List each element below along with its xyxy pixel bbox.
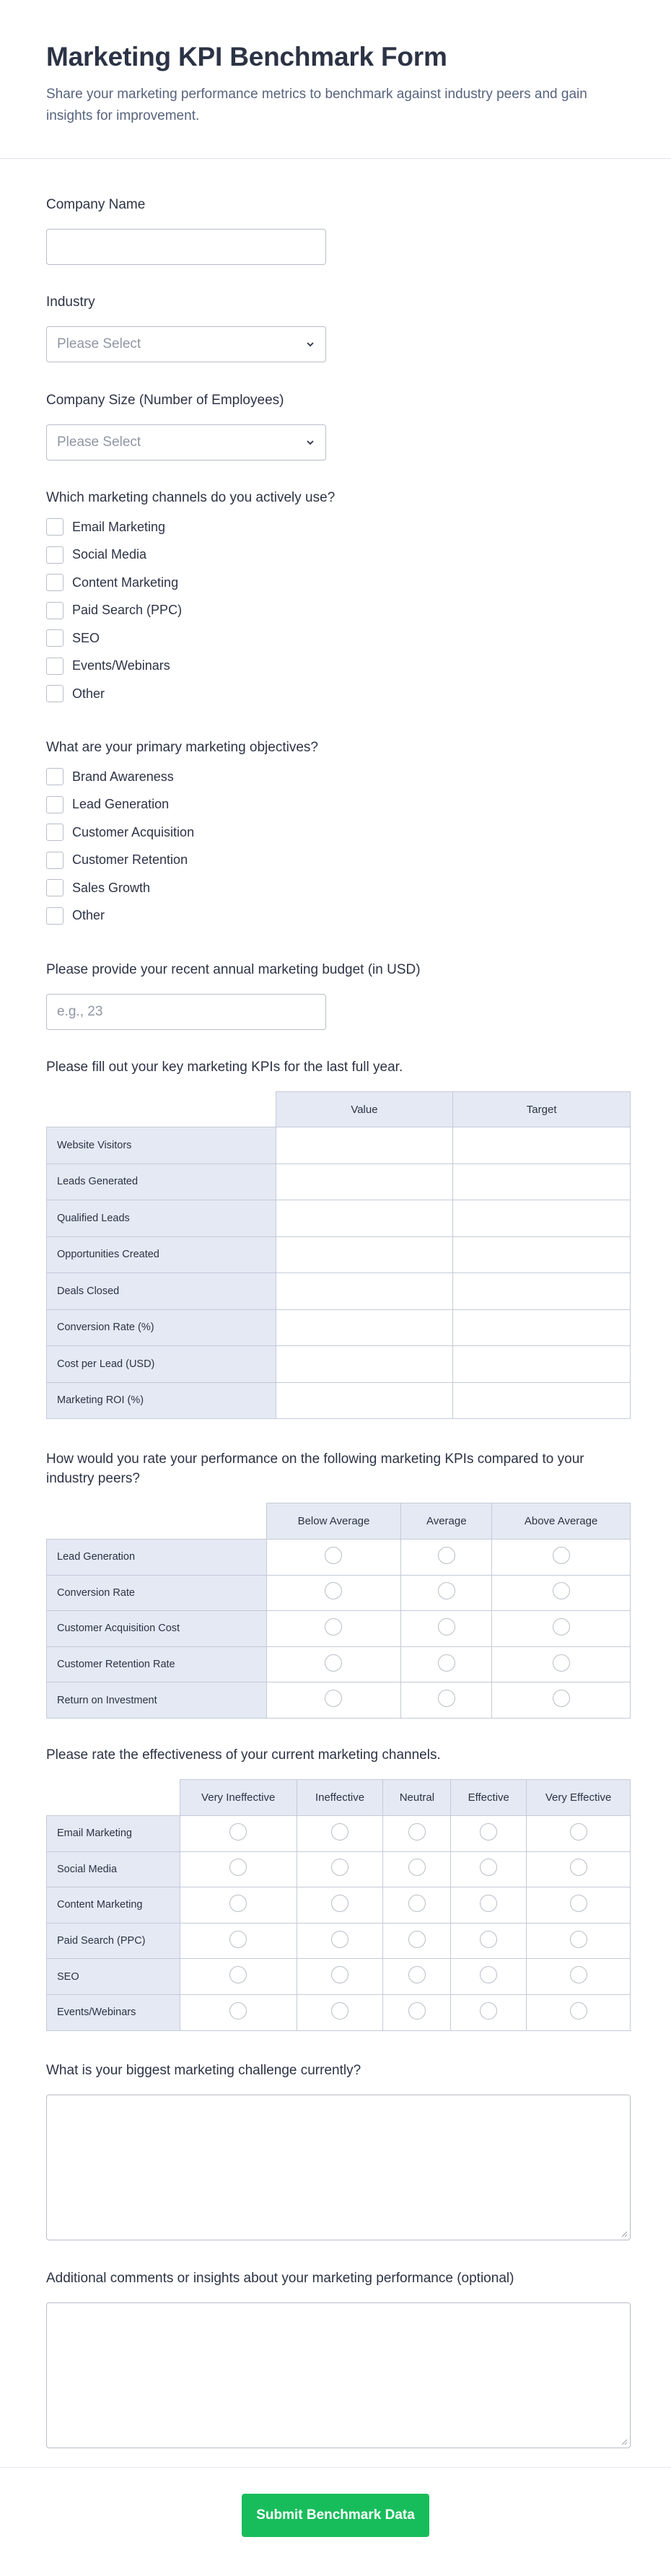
radio-cell xyxy=(527,1959,631,1995)
kpi-target-input[interactable] xyxy=(453,1200,631,1237)
kpi-target-input[interactable] xyxy=(453,1236,631,1273)
radio-button[interactable] xyxy=(480,2002,497,2020)
industry-select-value: Please Select xyxy=(57,336,141,352)
radio-cell xyxy=(266,1646,401,1682)
radio-cell xyxy=(297,1923,383,1959)
radio-button[interactable] xyxy=(480,1895,497,1912)
radio-button[interactable] xyxy=(480,1931,497,1948)
radio-button[interactable] xyxy=(553,1690,570,1707)
checkbox[interactable] xyxy=(46,518,63,536)
checkbox-option[interactable] xyxy=(46,874,318,902)
radio-cell xyxy=(383,1851,451,1887)
company-size-select[interactable] xyxy=(46,424,326,460)
channels-checklist xyxy=(46,513,335,708)
radio-button[interactable] xyxy=(325,1654,342,1672)
row-header: Cost per Lead (USD) xyxy=(47,1346,276,1383)
column-header: Average xyxy=(401,1503,492,1540)
checkbox[interactable] xyxy=(46,852,63,869)
kpi-target-input[interactable] xyxy=(453,1273,631,1310)
kpis-table xyxy=(46,1091,631,1419)
budget-input[interactable]: e.g., 23 xyxy=(46,994,326,1030)
effectiveness-question xyxy=(46,1745,631,2031)
radio-button[interactable] xyxy=(553,1582,570,1599)
radio-cell xyxy=(401,1646,492,1682)
column-header: Target xyxy=(453,1092,631,1127)
radio-button[interactable] xyxy=(408,1859,426,1876)
checkbox[interactable] xyxy=(46,907,63,925)
radio-cell xyxy=(492,1611,631,1647)
radio-button[interactable] xyxy=(438,1582,455,1599)
radio-button[interactable] xyxy=(325,1582,342,1599)
radio-button[interactable] xyxy=(553,1654,570,1672)
form-description: Share your marketing performance metrics to benchmark against industry peers and gain insights for improvement. xyxy=(46,87,587,123)
comments-label: Additional comments or insights about your marketing performance (optional) xyxy=(46,2271,514,2286)
option-label: Other xyxy=(72,686,105,701)
kpi-value-input[interactable] xyxy=(276,1382,453,1419)
kpi-value-input[interactable] xyxy=(276,1273,453,1310)
kpi-target-input[interactable] xyxy=(453,1346,631,1383)
radio-button[interactable] xyxy=(438,1690,455,1707)
radio-cell xyxy=(180,1923,297,1959)
checkbox-option[interactable] xyxy=(46,569,335,597)
checkbox-option[interactable] xyxy=(46,902,318,930)
company-size-label: Company Size (Number of Employees) xyxy=(46,393,284,408)
radio-cell xyxy=(451,1923,527,1959)
option-label: Paid Search (PPC) xyxy=(72,603,183,618)
radio-cell xyxy=(492,1575,631,1611)
peer-rating-question xyxy=(46,1449,631,1719)
radio-button[interactable] xyxy=(570,1966,587,1983)
row-header: Conversion Rate (%) xyxy=(47,1309,276,1346)
checkbox[interactable] xyxy=(46,768,63,785)
objectives-label: What are your primary marketing objectives? xyxy=(46,740,318,755)
radio-button[interactable] xyxy=(553,1547,570,1564)
radio-button[interactable] xyxy=(229,1966,247,1983)
row-header: Leads Generated xyxy=(47,1163,276,1200)
radio-button[interactable] xyxy=(570,1859,587,1876)
row-header: Content Marketing xyxy=(47,1887,180,1924)
form-title: Marketing KPI Benchmark Form xyxy=(46,42,447,71)
radio-button[interactable] xyxy=(408,1931,426,1948)
kpi-target-input[interactable] xyxy=(453,1127,631,1164)
radio-cell xyxy=(527,1994,631,2030)
row-header: Return on Investment xyxy=(47,1682,267,1719)
radio-button[interactable] xyxy=(480,1966,497,1983)
peer-rating-table xyxy=(46,1503,631,1719)
radio-cell xyxy=(180,1959,297,1995)
row-header: Customer Acquisition Cost xyxy=(47,1611,267,1647)
checkbox[interactable] xyxy=(46,824,63,841)
radio-cell xyxy=(451,1994,527,2030)
company-name-question xyxy=(46,195,326,265)
radio-cell xyxy=(297,1851,383,1887)
radio-cell xyxy=(401,1540,492,1576)
radio-cell xyxy=(527,1923,631,1959)
chevron-down-icon xyxy=(305,339,315,349)
kpi-value-input[interactable] xyxy=(276,1163,453,1200)
radio-cell xyxy=(266,1575,401,1611)
radio-button[interactable] xyxy=(229,2002,247,2020)
radio-cell xyxy=(383,1994,451,2030)
row-header: Social Media xyxy=(47,1851,180,1887)
radio-button[interactable] xyxy=(331,2002,348,2020)
challenge-label: What is your biggest marketing challenge currently? xyxy=(46,2063,361,2078)
radio-button[interactable] xyxy=(570,1823,587,1841)
industry-question xyxy=(46,292,326,362)
objectives-checklist xyxy=(46,763,318,930)
comments-textarea[interactable] xyxy=(46,2302,631,2448)
kpi-value-input[interactable] xyxy=(276,1309,453,1346)
radio-button[interactable] xyxy=(438,1547,455,1564)
table-corner xyxy=(47,1780,180,1816)
radio-button[interactable] xyxy=(325,1690,342,1707)
budget-label: Please provide your recent annual marketing budget (in USD) xyxy=(46,962,421,977)
checkbox[interactable] xyxy=(46,879,63,896)
radio-button[interactable] xyxy=(229,1859,247,1876)
industry-label: Industry xyxy=(46,294,95,310)
radio-cell xyxy=(383,1923,451,1959)
radio-button[interactable] xyxy=(229,1823,247,1841)
table-corner xyxy=(47,1092,276,1127)
challenge-textarea[interactable] xyxy=(46,2095,631,2240)
radio-cell xyxy=(297,1816,383,1852)
radio-cell xyxy=(451,1851,527,1887)
row-header: Customer Retention Rate xyxy=(47,1646,267,1682)
radio-cell xyxy=(451,1887,527,1924)
radio-cell xyxy=(401,1575,492,1611)
checkbox[interactable] xyxy=(46,658,63,675)
kpis-question xyxy=(46,1057,631,1419)
row-header: Email Marketing xyxy=(47,1816,180,1852)
radio-button[interactable] xyxy=(553,1618,570,1636)
radio-button[interactable] xyxy=(325,1547,342,1564)
option-label: Social Media xyxy=(72,547,147,562)
column-header: Effective xyxy=(451,1780,527,1816)
radio-button[interactable] xyxy=(229,1931,247,1948)
peer-rating-label: How would you rate your performance on the following marketing KPIs compared to your industry peers? xyxy=(46,1451,584,1486)
radio-button[interactable] xyxy=(408,1895,426,1912)
kpi-target-input[interactable] xyxy=(453,1163,631,1200)
column-header: Ineffective xyxy=(297,1780,383,1816)
radio-button[interactable] xyxy=(408,1966,426,1983)
radio-button[interactable] xyxy=(438,1618,455,1636)
resize-handle-icon[interactable] xyxy=(620,2230,628,2237)
option-label: Content Marketing xyxy=(72,575,179,590)
radio-cell xyxy=(383,1959,451,1995)
radio-button[interactable] xyxy=(331,1966,348,1983)
option-label: Customer Acquisition xyxy=(72,824,195,839)
radio-button[interactable] xyxy=(480,1859,497,1876)
industry-select[interactable] xyxy=(46,326,326,362)
effectiveness-table xyxy=(46,1779,631,2031)
submit-button[interactable]: Submit Benchmark Data xyxy=(242,2494,429,2537)
checkbox-option[interactable] xyxy=(46,652,335,681)
radio-cell xyxy=(451,1959,527,1995)
kpi-value-input[interactable] xyxy=(276,1127,453,1164)
checkbox[interactable] xyxy=(46,629,63,647)
row-header: Qualified Leads xyxy=(47,1200,276,1237)
radio-cell xyxy=(297,1959,383,1995)
challenge-question xyxy=(46,2061,631,2240)
radio-cell xyxy=(180,1887,297,1924)
resize-handle-icon[interactable] xyxy=(620,2438,628,2445)
radio-button[interactable] xyxy=(229,1895,247,1912)
checkbox-option[interactable] xyxy=(46,513,335,541)
row-header: Website Visitors xyxy=(47,1127,276,1164)
row-header: Paid Search (PPC) xyxy=(47,1923,180,1959)
channels-question xyxy=(46,488,335,708)
option-label: SEO xyxy=(72,630,100,645)
radio-cell xyxy=(180,1994,297,2030)
radio-cell xyxy=(451,1816,527,1852)
kpis-label: Please fill out your key marketing KPIs for the last full year. xyxy=(46,1060,403,1075)
radio-cell xyxy=(266,1540,401,1576)
checkbox-option[interactable] xyxy=(46,624,335,652)
option-label: Other xyxy=(72,908,105,923)
radio-button[interactable] xyxy=(331,1895,348,1912)
radio-button[interactable] xyxy=(480,1823,497,1841)
radio-cell xyxy=(527,1816,631,1852)
table-corner xyxy=(47,1503,267,1540)
radio-cell xyxy=(180,1851,297,1887)
radio-cell xyxy=(492,1540,631,1576)
column-header: Below Average xyxy=(266,1503,401,1540)
checkbox[interactable] xyxy=(46,796,63,813)
column-header: Neutral xyxy=(383,1780,451,1816)
checkbox-option[interactable] xyxy=(46,847,318,875)
checkbox[interactable] xyxy=(46,685,63,702)
kpi-target-input[interactable] xyxy=(453,1309,631,1346)
checkbox-option[interactable] xyxy=(46,680,335,708)
radio-cell xyxy=(180,1816,297,1852)
radio-cell xyxy=(492,1646,631,1682)
checkbox-option[interactable] xyxy=(46,818,318,847)
radio-button[interactable] xyxy=(331,1931,348,1948)
row-header: Opportunities Created xyxy=(47,1236,276,1273)
form-footer xyxy=(0,2467,671,2576)
radio-button[interactable] xyxy=(570,1931,587,1948)
checkbox[interactable] xyxy=(46,546,63,564)
radio-cell xyxy=(401,1611,492,1647)
option-label: Lead Generation xyxy=(72,797,170,812)
row-header: Events/Webinars xyxy=(47,1994,180,2030)
radio-cell xyxy=(266,1611,401,1647)
row-header: Conversion Rate xyxy=(47,1575,267,1611)
option-label: Events/Webinars xyxy=(72,658,170,673)
column-header: Value xyxy=(276,1092,453,1127)
kpi-value-input[interactable] xyxy=(276,1346,453,1383)
row-header: SEO xyxy=(47,1959,180,1995)
budget-question xyxy=(46,960,421,1030)
radio-cell xyxy=(527,1887,631,1924)
column-header: Very Effective xyxy=(527,1780,631,1816)
effectiveness-label: Please rate the effectiveness of your current marketing channels. xyxy=(46,1747,441,1763)
column-header: Very Ineffective xyxy=(180,1780,297,1816)
company-name-label: Company Name xyxy=(46,197,146,212)
checkbox-option[interactable] xyxy=(46,763,318,791)
option-label: Sales Growth xyxy=(72,880,151,895)
chevron-down-icon xyxy=(305,437,315,447)
company-size-question xyxy=(46,390,326,460)
radio-button[interactable] xyxy=(408,1823,426,1841)
radio-button[interactable] xyxy=(570,2002,587,2020)
row-header: Marketing ROI (%) xyxy=(47,1382,276,1419)
radio-button[interactable] xyxy=(438,1654,455,1672)
radio-cell xyxy=(297,1887,383,1924)
checkbox-option[interactable] xyxy=(46,597,335,625)
checkbox-option[interactable] xyxy=(46,541,335,569)
checkbox[interactable] xyxy=(46,574,63,591)
radio-button[interactable] xyxy=(325,1618,342,1636)
company-size-select-value: Please Select xyxy=(57,435,141,450)
radio-button[interactable] xyxy=(331,1859,348,1876)
radio-cell xyxy=(492,1682,631,1719)
company-name-input[interactable] xyxy=(46,229,326,265)
radio-cell xyxy=(383,1887,451,1924)
radio-cell xyxy=(383,1816,451,1852)
kpi-target-input[interactable] xyxy=(453,1382,631,1419)
checkbox-option[interactable] xyxy=(46,791,318,819)
radio-cell xyxy=(266,1682,401,1719)
option-label: Brand Awareness xyxy=(72,769,174,784)
kpi-value-input[interactable] xyxy=(276,1200,453,1237)
form-header xyxy=(0,0,671,159)
option-label: Email Marketing xyxy=(72,519,166,534)
option-label: Customer Retention xyxy=(72,852,188,868)
radio-cell xyxy=(297,1994,383,2030)
radio-cell xyxy=(527,1851,631,1887)
row-header: Deals Closed xyxy=(47,1273,276,1310)
radio-button[interactable] xyxy=(570,1895,587,1912)
kpi-value-input[interactable] xyxy=(276,1236,453,1273)
channels-label: Which marketing channels do you actively use? xyxy=(46,490,336,505)
row-header: Lead Generation xyxy=(47,1540,267,1576)
checkbox[interactable] xyxy=(46,602,63,619)
column-header: Above Average xyxy=(492,1503,631,1540)
radio-cell xyxy=(401,1682,492,1719)
comments-question xyxy=(46,2269,631,2448)
objectives-question xyxy=(46,738,318,930)
radio-button[interactable] xyxy=(408,2002,426,2020)
radio-button[interactable] xyxy=(331,1823,348,1841)
